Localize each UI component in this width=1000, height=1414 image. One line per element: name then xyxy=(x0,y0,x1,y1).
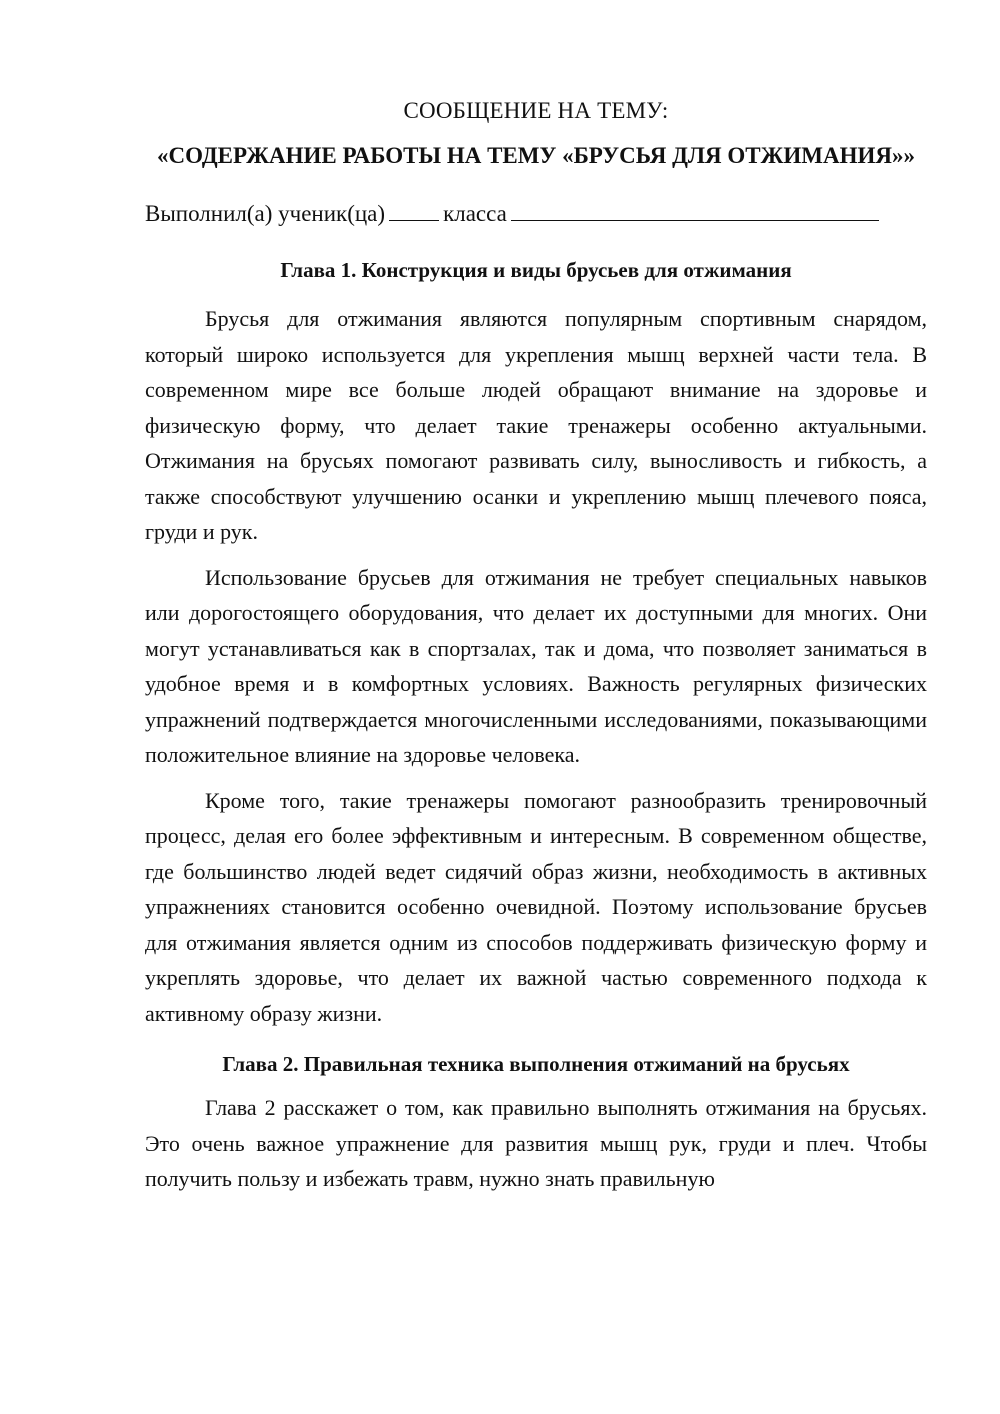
chapter-1-paragraph-3: Кроме того, такие тренажеры помогают разнообразить тренировочный процесс, делая его более эффективным и интересным. В современном обществе, где большинство людей ведет сидячий образ жизни, необходимость в активных упражнениях становится особенно очевидной. Поэтому использование брусьев для отжимания является одним из способов поддерживать физическую форму и укреплять здоровье, что делает их важной частью современного подхода к активному образу жизни. xyxy=(145,787,927,1026)
chapter-2-heading: Глава 2. Правильная техника выполнения отжиманий на брусьях xyxy=(222,1052,850,1076)
author-line xyxy=(145,196,927,231)
document-title: «СОДЕРЖАНИЕ РАБОТЫ НА ТЕМУ «БРУСЬЯ ДЛЯ ОТЖИМАНИЯ»» xyxy=(157,143,915,168)
class-number-blank xyxy=(389,198,439,221)
document-body xyxy=(145,93,927,1197)
author-prefix: Выполнил(а) ученик(ца) xyxy=(145,201,386,226)
student-name-blank xyxy=(511,198,879,221)
chapter-1-paragraph-2: Использование брусьев для отжимания не требует специальных навыков или дорогостоящего оборудования, что делает их доступными для многих. Они могут устанавливаться как в спортзалах, так и дома, что позволяет заниматься в удобное время и в комфортных условиях. Важность регулярных физических упражнений подтверждается многочисленными исследованиями, показывающими положительное влияние на здоровье человека. xyxy=(145,564,927,767)
chapter-1-heading: Глава 1. Конструкция и виды брусьев для отжимания xyxy=(280,258,792,282)
document-label: СООБЩЕНИЕ НА ТЕМУ: xyxy=(403,98,669,123)
chapter-1-paragraph-1: Брусья для отжимания являются популярным спортивным снарядом, который широко используется для укрепления мышц верхней части тела. В современном мире все больше людей обращают внимание на здоровье и физическую форму, что делает такие тренажеры особенно актуальными. Отжимания на брусьях помогают развивать силу, выносливость и гибкость, а также способствуют улучшению осанки и укреплению мышц плечевого пояса, груди и рук. xyxy=(145,306,927,544)
author-class-label: класса xyxy=(443,201,507,226)
chapter-2-paragraph-1: Глава 2 расскажет о том, как правильно выполнять отжимания на брусьях. Это очень важное упражнение для развития мышц рук, груди и плеч. Чтобы получить пользу и избежать травм, нужно знать правильную xyxy=(145,1095,927,1191)
